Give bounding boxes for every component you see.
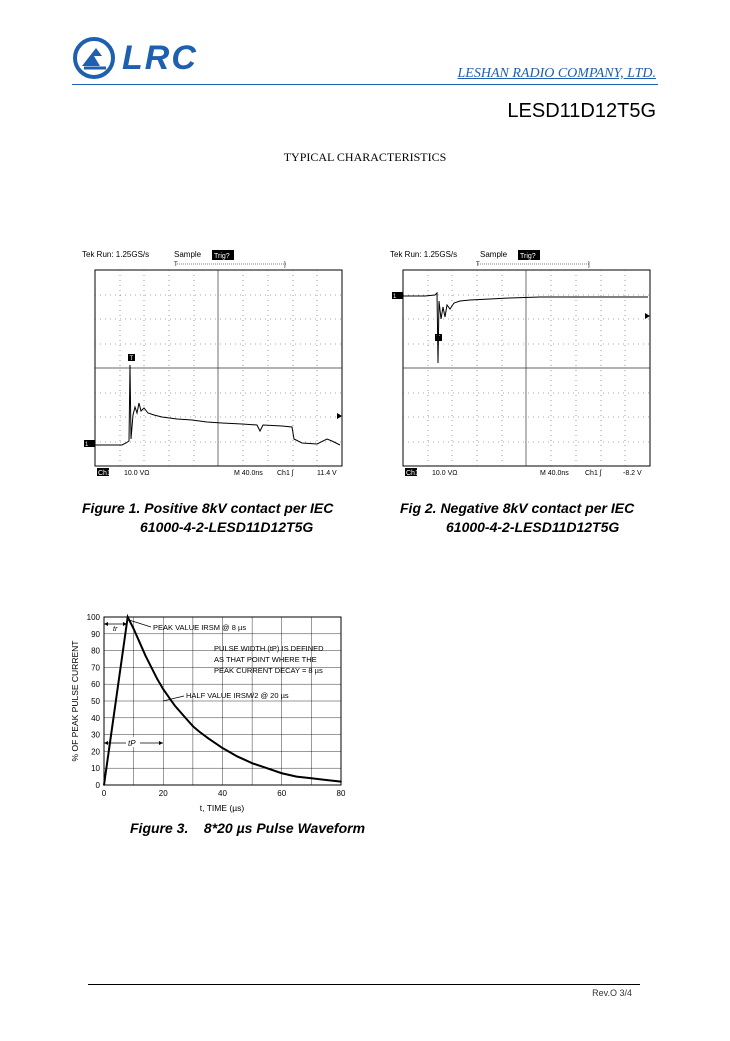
svg-text:T: T [174,262,178,268]
chart3-pulse-width-line1: PULSE WIDTH (tP) IS DEFINED [214,644,324,653]
scope2-sample-label: Sample [480,250,508,259]
lrc-logo-icon [72,36,116,80]
chart3-x-tick-label: 60 [277,789,287,798]
scope2-time-div: M 40.0ns [540,470,569,477]
chart3-y-tick-label: 10 [91,764,100,774]
chart3-pulse-width-line3: PEAK CURRENT DECAY = 8 µs [214,666,323,675]
revision-label: Rev.O 3/4 [592,988,632,998]
figure3-caption: Figure 3. 8*20 µs Pulse Waveform [130,820,366,836]
figure2-caption-line2: 61000-4-2-LESD11D12T5G [446,519,620,535]
chart3-y-tick-label: 20 [91,747,100,757]
chart3-data-point [251,762,253,764]
chart3-data-point [162,688,164,690]
chart3-y-tick-label: 60 [91,680,100,690]
chart3-data-point [186,719,188,721]
chart3-data-point [145,655,147,657]
chart3-peak-value-label: PEAK VALUE IRSM @ 8 µs [153,623,247,632]
scope1-volts-div: 10.0 VΩ [124,470,150,477]
chart3-y-tick-label: 40 [91,713,100,723]
chart3-x-tick-label: 80 [336,789,346,798]
svg-text:1: 1 [85,442,89,448]
chart3-data-point [207,737,209,739]
scope2-volts-div: 10.0 VΩ [432,470,458,477]
scope2-trigger-source: Ch1 ʃ [585,470,602,477]
scope1-time-div: M 40.0ns [234,470,263,477]
figure1-caption-line2: 61000-4-2-LESD11D12T5G [140,519,314,535]
chart3-data-point [180,712,182,714]
oscilloscope-figure-1 [82,245,344,485]
scope1-trigger-level: 11.4 V [317,470,337,477]
footer-divider [88,984,640,985]
figure1-caption-line1: Figure 1. Positive 8kV contact per IEC [82,500,334,516]
chart3-data-point [174,705,176,707]
figure2-caption-line1: Fig 2. Negative 8kV contact per IEC [400,500,635,516]
chart3-data-point [198,730,200,732]
chart3-data-point [237,756,239,758]
chart3-y-tick-label: 100 [86,613,100,622]
chart3-y-axis-label: % OF PEAK PULSE CURRENT [70,640,80,762]
chart3-data-point [139,641,141,643]
scope1-trig-label: Trig? [214,253,230,260]
part-number: LESD11D12T5G [507,100,656,122]
section-title: TYPICAL CHARACTERISTICS [283,150,447,164]
chart3-x-tick-label: 20 [158,789,168,798]
chart3-data-point [281,772,283,774]
chart3-x-tick-labels [102,789,346,798]
scope1-trigger-source: Ch1 ʃ [277,470,294,477]
scope1-sample-label: Sample [174,250,202,259]
chart3-data-point [296,776,298,778]
header-divider [72,84,658,85]
chart3-data-point [222,747,224,749]
chart3-y-tick-label: 30 [91,730,100,740]
chart3-tp-label: tP [128,739,136,748]
chart3-y-tick-labels [87,613,101,790]
chart3-tr-label: tr [113,626,118,633]
chart3-data-point [133,628,135,630]
oscilloscope-figure-2 [390,245,652,485]
chart3-data-point [325,779,327,781]
chart3-x-axis-label: t, TIME (µs) [199,803,245,813]
scope2-run-label: Tek Run: 1.25GS/s [390,250,458,259]
chart3-y-tick-label: 80 [91,646,100,656]
chart3-data-point [168,697,170,699]
chart3-data-point [151,667,153,669]
chart3-data-point [340,781,342,783]
chart3-y-tick-label: 50 [91,697,100,706]
pulse-waveform-chart [66,605,366,817]
chart3-data-point [192,725,194,727]
chart3-x-tick-label: 0 [101,789,107,798]
svg-text:T: T [436,336,441,342]
chart3-x-tick-label: 40 [218,789,227,798]
svg-text:T: T [476,262,480,268]
chart3-data-point [103,784,105,786]
svg-text:]: ] [588,262,590,268]
chart3-y-tick-label: 90 [91,629,100,639]
scope2-trigger-level: -8.2 V [623,470,642,477]
chart3-pulse-width-line2: AS THAT POINT WHERE THE [214,655,317,664]
chart3-data-point [127,616,129,618]
scope2-trig-label: Trig? [520,253,536,260]
scope1-run-label: Tek Run: 1.25GS/s [82,250,150,259]
scope1-ch-label: Ch1 [98,470,111,477]
svg-text:1: 1 [393,294,397,300]
chart3-data-point [266,767,268,769]
svg-text:]: ] [284,262,286,268]
chart3-half-value-label: HALF VALUE IRSM/2 @ 20 µs [186,691,289,700]
chart3-data-point [157,678,159,680]
chart3-data-point [311,777,313,779]
chart3-y-tick-label: 70 [91,663,100,673]
company-name: LESHAN RADIO COMPANY, LTD. [457,66,656,81]
svg-text:T: T [129,356,134,362]
scope2-ch-label: Ch1 [406,470,419,477]
chart3-y-tick-label: 0 [95,781,100,790]
logo-text: LRC [122,39,198,77]
